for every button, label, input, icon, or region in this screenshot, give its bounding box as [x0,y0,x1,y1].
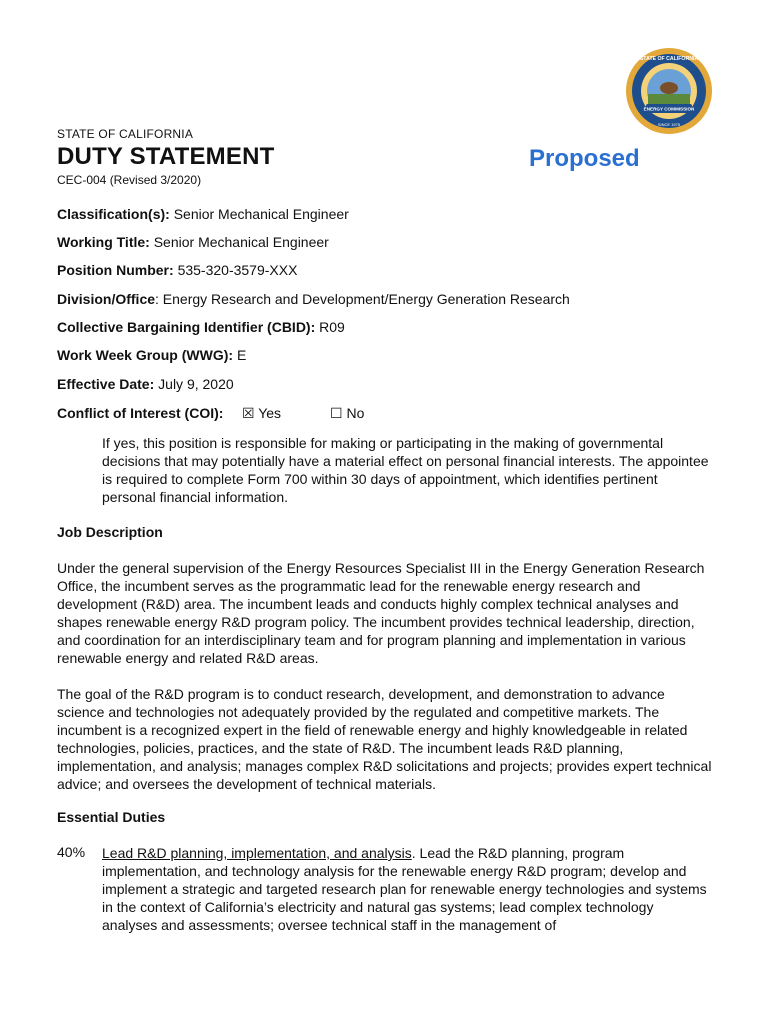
position-number-field [57,262,297,278]
wwg-value: E [236,347,247,363]
cbid-value: R09 [319,319,345,335]
working-title-field [57,234,329,250]
duty-1-text [102,844,712,934]
checkbox-unchecked-icon[interactable]: ☐ [330,405,343,421]
duty-1-description: . Lead the R&D planning, program implementation, and technology analysis for the renewable energy R&D program; develop and implement a strategic and targeted research plan for renewable energy technologies and systems in the context of California’s electricity and natural gas systems; lead complex technology analyses and assessments; oversee technical staff in the management of [102,845,707,933]
energy-commission-seal-logo [624,46,714,136]
working-title-label: Working Title: [57,234,150,250]
classification-label: Classification(s): [57,206,170,222]
working-title-value: Senior Mechanical Engineer [153,234,329,250]
wwg-field [57,347,246,363]
job-description-paragraph-1: Under the general supervision of the Energy Resources Specialist III in the Energy Generation Research Office, the incumbent serves as the programmatic lead for the renewable energy research and development (R&D) area. The incumbent leads and conducts highly complex technical analyses and shapes renewable energy R&D program policy. The incumbent provides technical leadership, direction, and coordination for an interdisciplinary team and for program planning and implementation in various renewable energy and related R&D areas. [57,560,705,666]
division-label: Division/Office [57,291,156,307]
seal-bottom-text: SINCE 1975 [657,122,681,127]
coi-no-option[interactable] [330,405,364,422]
state-label: STATE OF CALIFORNIA [57,127,194,141]
coi-yes-label: Yes [258,405,282,421]
document-title: DUTY STATEMENT [57,143,275,170]
classification-field [57,206,349,222]
job-description-paragraph-2: The goal of the R&D program is to conduct research, development, and demonstration to advance science and technologies not adequately provided by the regulated and competitive markets. The incumbent is a recognized expert in the field of renewable energy and highly knowledgeable in related technologies, policies, practices, and the state of R&D. The incumbent leads R&D planning, implementation, and analysis; manages complex R&D solicitations and projects; provides expert technical advice; and oversees the development of technical materials. [57,686,712,792]
seal-banner-text: ENERGY COMMISSION [643,106,695,112]
seal-top-text: STATE OF CALIFORNIA [639,56,699,62]
division-value: : Energy Research and Development/Energy Generation Research [155,291,570,307]
division-field [57,291,570,307]
position-number-label: Position Number: [57,262,174,278]
cbid-field [57,319,345,335]
coi-note: If yes, this position is responsible for making or participating in the making of governmental decisions that may potentially have a material effect on personal financial interests. The appointee is required to complete Form 700 within 30 days of appointment, which identifies pertinent personal financial information. [102,435,709,505]
position-number-value: 535-320-3579-XXX [177,262,298,278]
coi-field [57,405,223,421]
coi-no-label: No [346,405,365,421]
wwg-label: Work Week Group (WWG): [57,347,234,363]
status-proposed: Proposed [529,145,640,172]
cbid-label: Collective Bargaining Identifier (CBID): [57,319,316,335]
effective-date-value: July 9, 2020 [158,376,234,392]
classification-value: Senior Mechanical Engineer [173,206,349,222]
duty-1-percent: 40% [57,844,86,860]
effective-date-field [57,376,234,392]
checkbox-checked-icon[interactable]: ☒ [242,405,255,421]
essential-duties-heading: Essential Duties [57,809,166,825]
effective-date-label: Effective Date: [57,376,155,392]
form-id: CEC-004 (Revised 3/2020) [57,173,202,187]
duty-1-title: Lead R&D planning, implementation, and analysis [102,845,412,861]
coi-label: Conflict of Interest (COI): [57,405,224,421]
coi-yes-option[interactable] [242,405,281,422]
job-description-heading: Job Description [57,524,163,540]
